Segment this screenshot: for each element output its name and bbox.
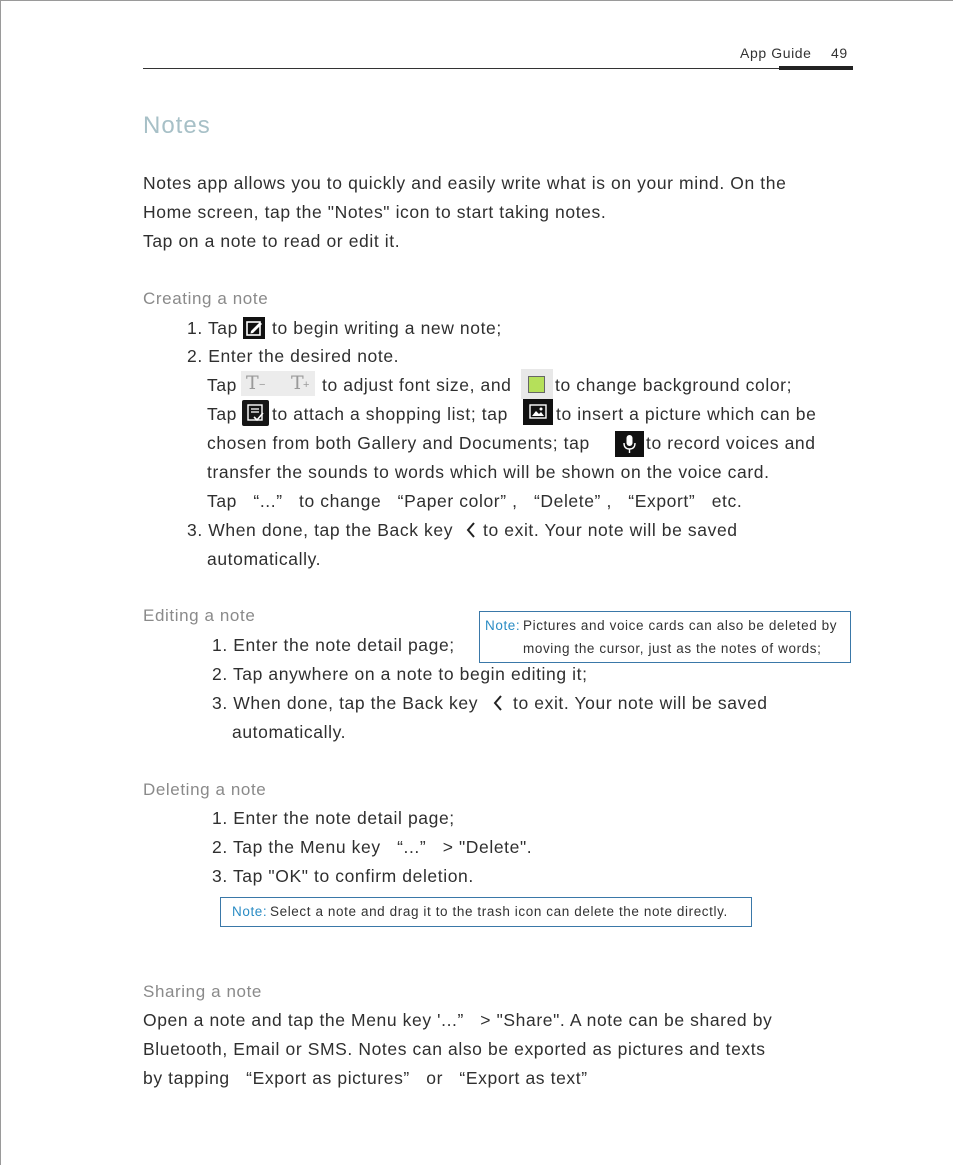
creating-step-2-tap-b: Tap [207, 404, 238, 424]
font-size-icon [241, 371, 315, 396]
creating-step-2-bg: to change background color; [555, 375, 793, 395]
header-rule [143, 68, 853, 69]
editing-step-3-suffix: to exit. Your note will be saved [513, 693, 768, 713]
font-decrease-icon: T [246, 372, 260, 394]
new-note-icon [243, 317, 265, 339]
deleting-note-label: Note: [232, 904, 268, 919]
font-increase-icon: T [291, 372, 305, 394]
editing-step-3-cont: automatically. [232, 722, 347, 742]
intro-line-3: Tap on a note to read or edit it. [143, 231, 401, 251]
creating-step-2-font: to adjust font size, and [322, 375, 512, 395]
back-chevron-icon [465, 522, 477, 538]
editing-step-1: 1. Enter the note detail page; [212, 635, 455, 655]
back-chevron-icon [492, 695, 504, 711]
page-title: Notes [143, 112, 211, 139]
header-accent-bar [779, 66, 853, 70]
page-number: 49 [831, 45, 848, 61]
creating-step-3-suffix: to exit. Your note will be saved [483, 520, 738, 540]
font-increase-sign: + [303, 379, 311, 391]
intro-line-1: Notes app allows you to quickly and easily write what is on your mind. On the [143, 173, 787, 193]
sharing-line-3: by tapping “Export as pictures” or “Export as text” [143, 1068, 588, 1088]
creating-step-2-more: Tap “...” to change “Paper color” , “Delete” , “Export” etc. [207, 491, 743, 511]
background-color-icon [521, 369, 553, 399]
section-heading-sharing: Sharing a note [143, 982, 262, 1001]
creating-step-2-transfer: transfer the sounds to words which will be shown on the voice card. [207, 462, 770, 482]
editing-note-line-1: Pictures and voice cards can also be deleted by [523, 618, 838, 633]
section-heading-editing: Editing a note [143, 606, 256, 625]
editing-step-2: 2. Tap anywhere on a note to begin editing it; [212, 664, 588, 684]
deleting-step-3: 3. Tap "OK" to confirm deletion. [212, 866, 474, 886]
shopping-list-icon [242, 400, 269, 426]
sharing-line-1: Open a note and tap the Menu key '...” > "Share". A note can be shared by [143, 1010, 773, 1030]
editing-step-3-prefix: 3. When done, tap the Back key [212, 693, 479, 713]
sharing-line-2: Bluetooth, Email or SMS. Notes can also be exported as pictures and texts [143, 1039, 766, 1059]
microphone-icon [615, 431, 644, 457]
creating-step-1-prefix: 1. Tap [187, 318, 238, 338]
creating-step-2: 2. Enter the desired note. [187, 346, 400, 366]
deleting-step-2: 2. Tap the Menu key “...” > "Delete". [212, 837, 533, 857]
section-heading-deleting: Deleting a note [143, 780, 267, 799]
deleting-step-1: 1. Enter the note detail page; [212, 808, 455, 828]
font-decrease-sign: − [259, 379, 267, 391]
creating-step-2-chosen: chosen from both Gallery and Documents; tap [207, 433, 590, 453]
header-section: App Guide [740, 45, 812, 61]
creating-step-2-pic: to insert a picture which can be [556, 404, 817, 424]
editing-note-line-2: moving the cursor, just as the notes of words; [523, 641, 822, 656]
editing-note-box [479, 611, 851, 663]
section-heading-creating: Creating a note [143, 289, 269, 308]
deleting-note-text: Select a note and drag it to the trash icon can delete the note directly. [270, 904, 728, 919]
creating-step-3-cont: automatically. [207, 549, 322, 569]
creating-step-3-prefix: 3. When done, tap the Back key [187, 520, 454, 540]
creating-step-2-tap-a: Tap [207, 375, 238, 395]
editing-note-label: Note: [485, 618, 521, 633]
creating-step-2-voice: to record voices and [646, 433, 816, 453]
insert-picture-icon [523, 399, 553, 425]
creating-step-2-list: to attach a shopping list; tap [272, 404, 508, 424]
creating-step-1-suffix: to begin writing a new note; [272, 318, 502, 338]
intro-line-2: Home screen, tap the "Notes" icon to start taking notes. [143, 202, 607, 222]
deleting-note-box [220, 897, 752, 927]
